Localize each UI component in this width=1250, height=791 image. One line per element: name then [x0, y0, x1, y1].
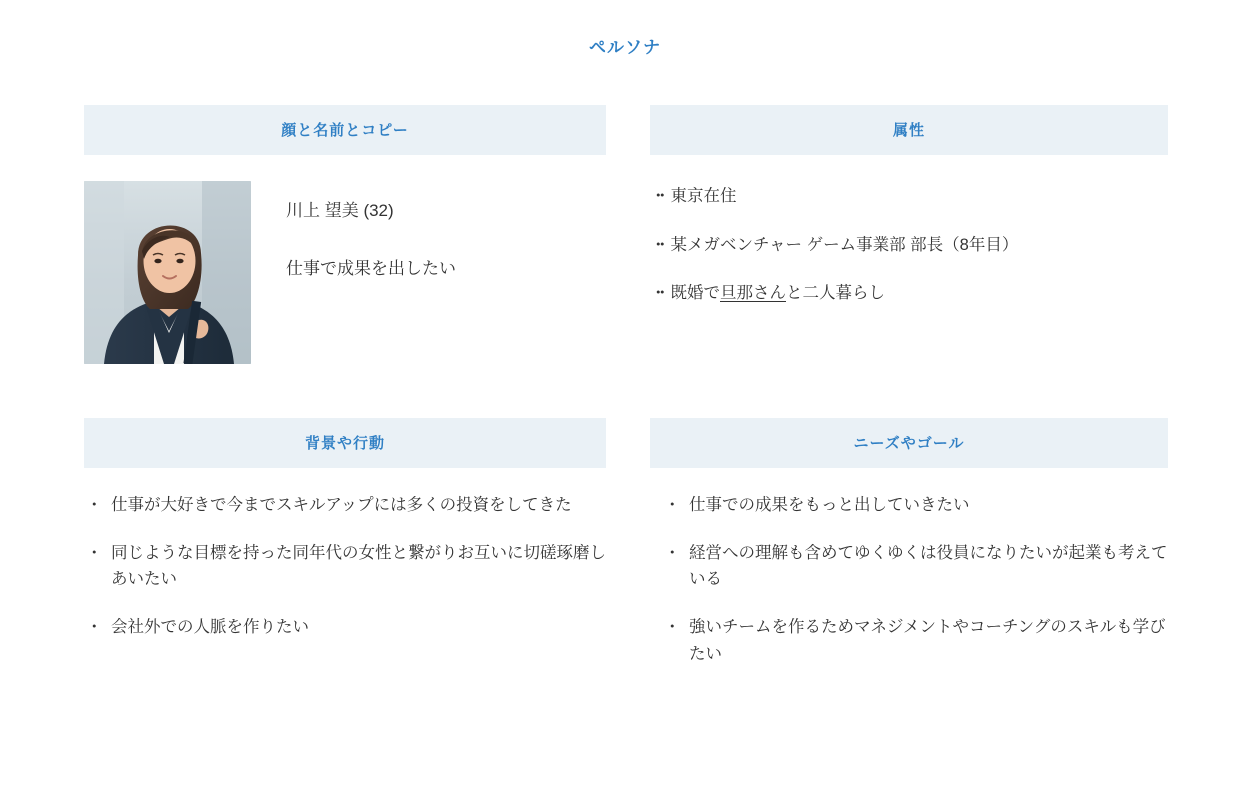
attributes-list: [654, 183, 1168, 307]
card-body-background-behavior: [84, 468, 606, 641]
row-spacer: [84, 364, 606, 418]
background-behavior-list: [86, 492, 606, 641]
portrait-photo: [84, 181, 251, 364]
needs-goals-list: [664, 492, 1168, 668]
list-item: ・ 会社外での人脈を作りたい: [86, 614, 606, 641]
list-item: ・ 仕事での成果をもっと出していきたい: [664, 492, 1168, 519]
card-needs-goals: [650, 418, 1168, 689]
profile-copy: 仕事で成果を出したい: [286, 259, 456, 279]
list-item: ・ 同じような目標を持った同年代の女性と繋がりお互いに切磋琢磨しあいたい: [86, 540, 606, 593]
row-spacer: [650, 364, 1168, 418]
list-item: ・ 強いチームを作るためマネジメントやコーチングのスキルも学びたい: [664, 614, 1168, 667]
card-background-behavior: [84, 418, 606, 689]
card-face-name-copy: [84, 105, 606, 364]
profile-name: 川上 望美 (32): [286, 201, 394, 220]
list-item: ・ 仕事が大好きで今までスキルアップには多くの投資をしてきた: [86, 492, 606, 519]
profile-text: [251, 181, 456, 282]
card-header-needs-goals: ニーズやゴール: [650, 418, 1168, 468]
page-title: ペルソナ: [589, 38, 661, 57]
card-body-attributes: [650, 155, 1168, 307]
list-item: ・ 経営への理解も含めてゆくゆくは役員になりたいが起業も考えている: [664, 540, 1168, 593]
list-item: ・ ・某メガベンチャー ゲーム事業部 部長（8年目）: [654, 232, 1168, 259]
card-header-attributes: 属性: [650, 105, 1168, 155]
card-body-needs-goals: [650, 468, 1168, 668]
list-item: ・ ・既婚で旦那さんと二人暮らし: [654, 280, 1168, 307]
underlined-text: 旦那さん: [720, 284, 786, 303]
card-header-face-name-copy: 顔と名前とコピー: [84, 105, 606, 155]
persona-grid: [84, 105, 1168, 689]
card-header-background-behavior: 背景や行動: [84, 418, 606, 468]
card-body-face-name-copy: [84, 155, 606, 364]
list-item: ・ ・東京在住: [654, 183, 1168, 210]
card-attributes: [650, 105, 1168, 364]
